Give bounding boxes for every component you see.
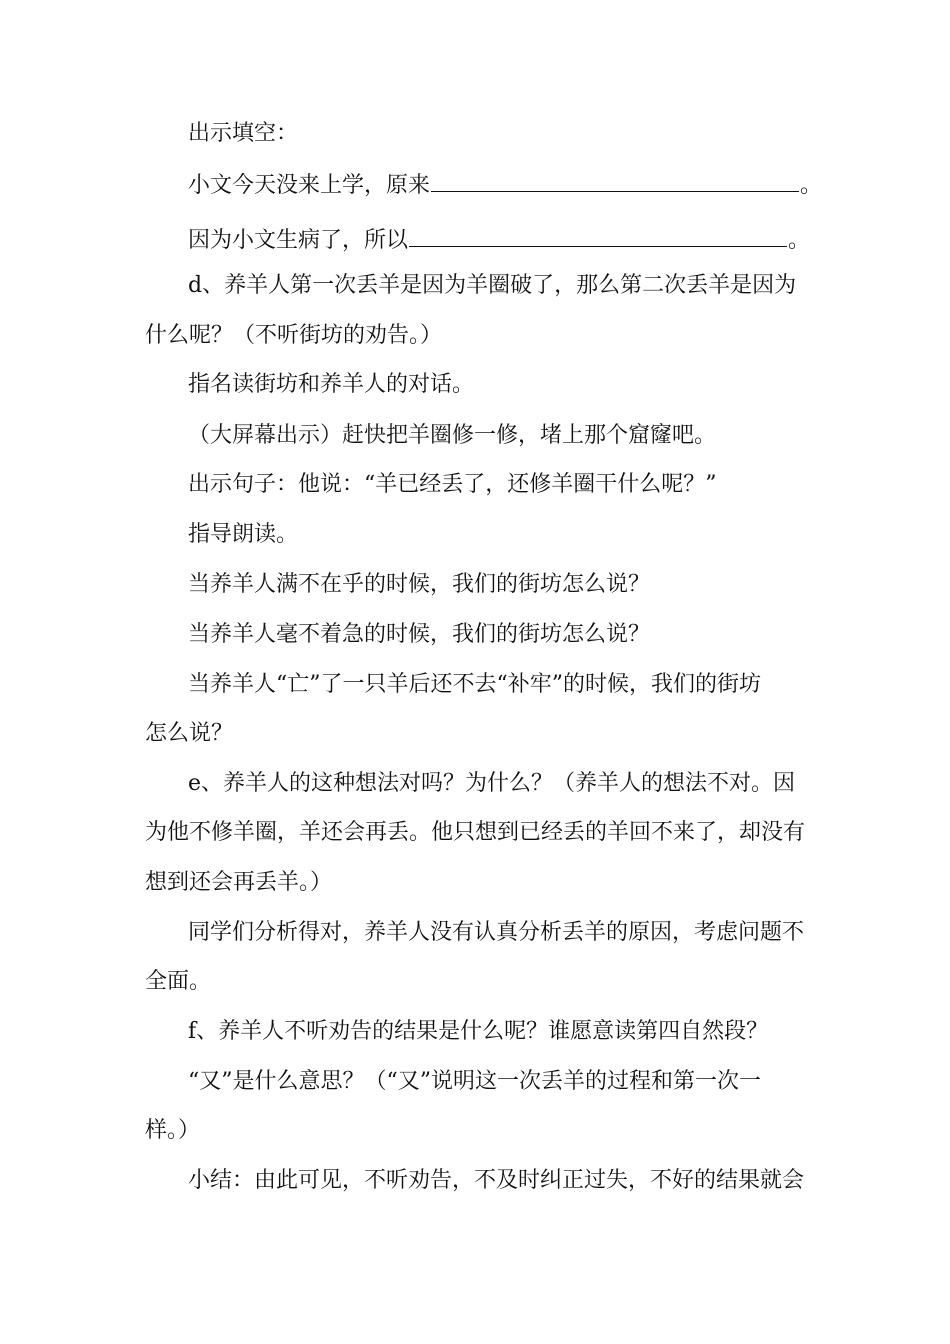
paragraph-fill-blank-2 [188,224,810,256]
paragraph-fill-blank-1 [188,169,822,201]
paragraph-analysis-line-1: 同学们分析得对，养羊人没有认真分析丢羊的原因，考虑问题不 [188,920,805,945]
paragraph-question-3-line-2: 怎么说？ [145,721,234,746]
paragraph-e-line-3: 想到还会再丢羊。） [145,870,333,895]
paragraph-question-3-line-1: 当养羊人“亡”了一只羊后还不去“补牢”的时候，我们的街坊 [188,672,761,697]
fill-blank-2-suffix: 。 [788,228,811,253]
fill-blank-1-line [431,169,799,192]
paragraph-f: f、养羊人不听劝告的结果是什么呢？谁愿意读第四自然段？ [188,1019,769,1044]
paragraph-summary: 小结：由此可见，不听劝告，不及时纠正过失，不好的结果就会 [188,1168,805,1193]
paragraph-sentence: 出示句子：他说：“羊已经丢了，还修羊圈干什么呢？” [188,472,717,497]
paragraph-question-1: 当养羊人满不在乎的时候，我们的街坊怎么说？ [188,572,651,597]
fill-blank-2-prefix: 因为小文生病了，所以 [188,228,409,253]
paragraph-d-line-2: 什么呢？（不听街坊的劝告。） [145,323,443,348]
paragraph-read-dialogue: 指名读街坊和养羊人的对话。 [188,372,475,397]
fill-blank-2-line [409,224,787,247]
paragraph-fill-blank-heading: 出示填空： [188,121,299,146]
paragraph-guide-reading: 指导朗读。 [188,522,299,547]
paragraph-question-2: 当养羊人毫不着急的时候，我们的街坊怎么说？ [188,622,651,647]
fill-blank-1-suffix: 。 [800,173,823,198]
paragraph-e-line-2: 为他不修羊圈，羊还会再丢。他只想到已经丢的羊回不来了，却没有 [145,820,806,845]
paragraph-you-meaning-line-1: “又”是什么意思？（“又”说明这一次丢羊的过程和第一次一 [188,1069,761,1094]
fill-blank-1-prefix: 小文今天没来上学，原来 [188,173,431,198]
paragraph-d-line-1: d、养羊人第一次丢羊是因为羊圈破了，那么第二次丢羊是因为 [188,273,797,298]
paragraph-analysis-line-2: 全面。 [145,969,212,994]
paragraph-e-line-1: e、养羊人的这种想法对吗？为什么？（养羊人的想法不对。因 [188,771,796,796]
paragraph-big-screen: （大屏幕出示）赶快把羊圈修一修，堵上那个窟窿吧。 [188,423,717,448]
paragraph-you-meaning-line-2: 样。） [145,1118,201,1143]
